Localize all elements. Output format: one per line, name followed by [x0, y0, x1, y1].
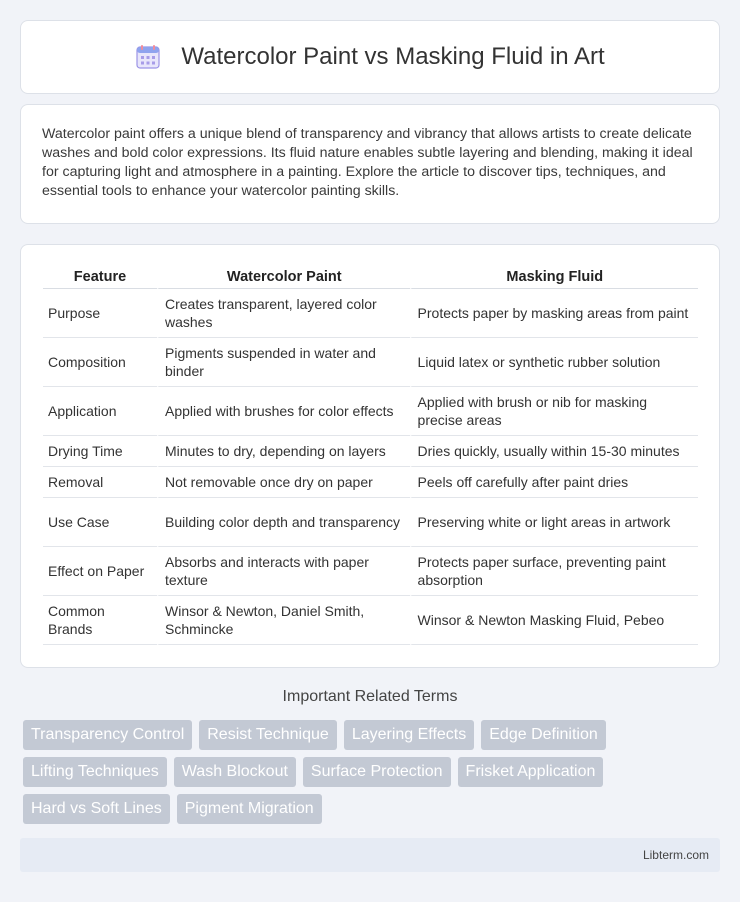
masking-cell: Protects paper surface, preventing paint absorption [410, 547, 698, 596]
tag-transparency-control[interactable]: Transparency Control [23, 720, 192, 750]
masking-cell: Preserving white or light areas in artwork [410, 498, 698, 547]
table-row [43, 436, 698, 467]
feature-cell: Removal [43, 467, 157, 498]
table-row [43, 289, 698, 338]
comparison-table [43, 264, 698, 645]
tag-surface-protection[interactable]: Surface Protection [303, 757, 451, 787]
watercolor-cell: Winsor & Newton, Daniel Smith, Schmincke [157, 596, 410, 645]
footer-site-link[interactable]: Libterm.com [642, 848, 709, 862]
tag-layering-effects[interactable]: Layering Effects [344, 720, 474, 750]
tag-pigment-migration[interactable]: Pigment Migration [177, 794, 322, 824]
tag-wash-blockout[interactable]: Wash Blockout [174, 757, 296, 787]
tag-row [23, 757, 723, 787]
tag-lifting-techniques[interactable]: Lifting Techniques [23, 757, 167, 787]
related-terms-tags [23, 720, 723, 831]
tag-hard-vs-soft-lines[interactable]: Hard vs Soft Lines [23, 794, 170, 824]
intro-text: Watercolor paint offers a unique blend of transparency and vibrancy that allows artists to create delicate washes and bold color expressions. Its fluid nature enables subtle layering and blending, making it ideal for capturing light and atmosphere in a painting. Explore the article to discover tips, techniques, and essential tools to enhance your watercolor painting skills. [42, 126, 693, 199]
tag-row [23, 794, 723, 824]
masking-cell: Protects paper by masking areas from paint [410, 289, 698, 338]
masking-cell: Winsor & Newton Masking Fluid, Pebeo [410, 596, 698, 645]
table-row [43, 547, 698, 596]
table-row [43, 498, 698, 547]
comparison-table-card [20, 244, 720, 668]
table-row [43, 387, 698, 436]
header-card [20, 20, 720, 94]
footer [20, 838, 720, 872]
tag-resist-technique[interactable]: Resist Technique [199, 720, 337, 750]
page-title: Watercolor Paint vs Masking Fluid in Art [181, 43, 605, 70]
table-row [43, 596, 698, 645]
calendar-icon [135, 44, 161, 70]
header-watercolor-paint: Watercolor Paint [157, 264, 410, 289]
header-feature: Feature [43, 264, 157, 289]
watercolor-cell: Creates transparent, layered color washes [157, 289, 410, 338]
feature-cell: Composition [43, 338, 157, 387]
watercolor-cell: Not removable once dry on paper [157, 467, 410, 498]
intro-card [20, 104, 720, 224]
masking-cell: Dries quickly, usually within 15-30 minutes [410, 436, 698, 467]
watercolor-cell: Absorbs and interacts with paper texture [157, 547, 410, 596]
related-terms-title: Important Related Terms [282, 688, 458, 705]
masking-cell: Applied with brush or nib for masking precise areas [410, 387, 698, 436]
feature-cell: Common Brands [43, 596, 157, 645]
tag-row [23, 720, 723, 750]
tag-frisket-application[interactable]: Frisket Application [458, 757, 604, 787]
table-row [43, 338, 698, 387]
masking-cell: Liquid latex or synthetic rubber solution [410, 338, 698, 387]
masking-cell: Peels off carefully after paint dries [410, 467, 698, 498]
watercolor-cell: Building color depth and transparency [157, 498, 410, 547]
watercolor-cell: Applied with brushes for color effects [157, 387, 410, 436]
watercolor-cell: Pigments suspended in water and binder [157, 338, 410, 387]
table-header-row [43, 264, 698, 289]
table-row [43, 467, 698, 498]
watercolor-cell: Minutes to dry, depending on layers [157, 436, 410, 467]
feature-cell: Drying Time [43, 436, 157, 467]
feature-cell: Use Case [43, 498, 157, 547]
header-masking-fluid: Masking Fluid [410, 264, 698, 289]
feature-cell: Effect on Paper [43, 547, 157, 596]
feature-cell: Purpose [43, 289, 157, 338]
feature-cell: Application [43, 387, 157, 436]
tag-edge-definition[interactable]: Edge Definition [481, 720, 606, 750]
